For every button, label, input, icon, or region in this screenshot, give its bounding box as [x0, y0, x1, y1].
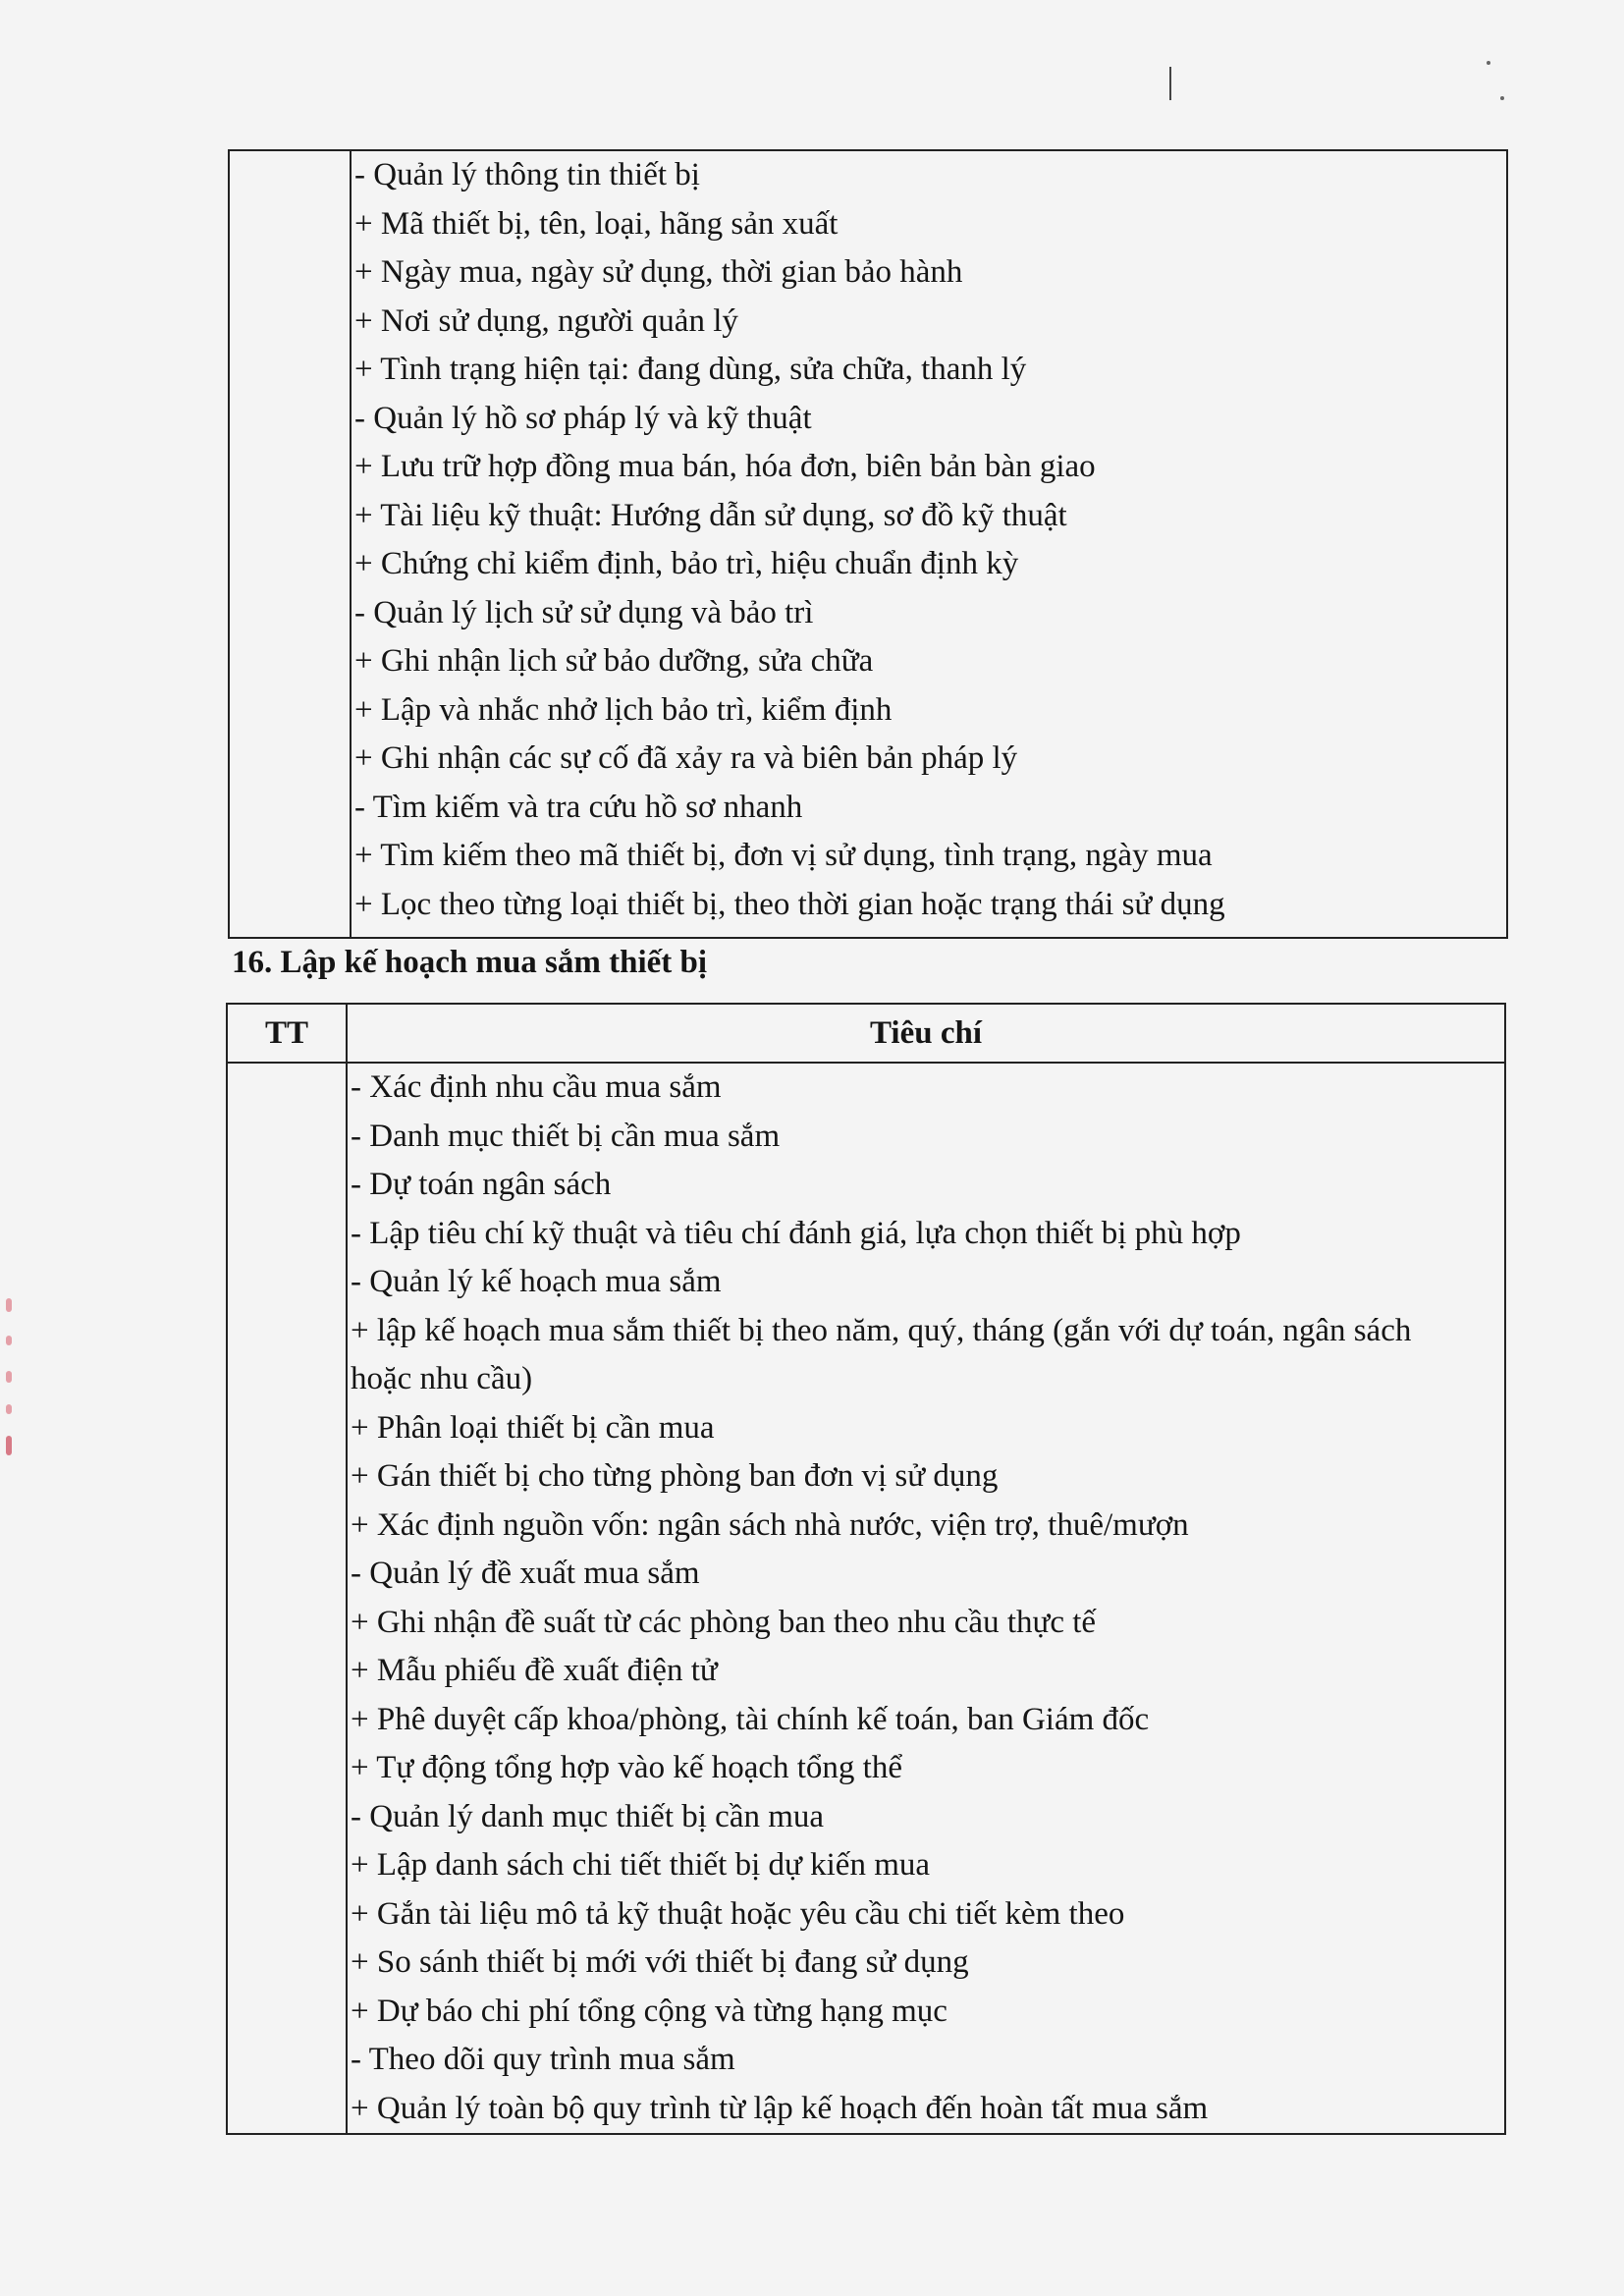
- device-records-table: [228, 149, 1508, 939]
- scan-edge-mark: [6, 1436, 12, 1455]
- section-title: 16. Lập kế hoạch mua sắm thiết bị: [232, 945, 708, 980]
- criteria-line: + Ghi nhận các sự cố đã xảy ra và biên bản pháp lý: [354, 740, 1018, 776]
- scan-speck: [1487, 61, 1490, 65]
- criteria-line: - Dự toán ngân sách: [351, 1167, 612, 1202]
- table-row: [229, 150, 1507, 938]
- criteria-line: + lập kế hoạch mua sắm thiết bị theo năm, quý, tháng (gắn với dự toán, ngân sách hoặc nhu cầu): [351, 1312, 1412, 1396]
- tt-cell: [229, 150, 351, 938]
- scan-edge-mark: [6, 1336, 12, 1345]
- criteria-line: - Quản lý thông tin thiết bị: [354, 157, 700, 192]
- criteria-line: - Xác định nhu cầu mua sắm: [351, 1069, 722, 1105]
- tt-cell: [227, 1063, 347, 2134]
- criteria-line: + Tự động tổng hợp vào kế hoạch tổng thể: [351, 1750, 902, 1785]
- criteria-line: - Tìm kiếm và tra cứu hồ sơ nhanh: [354, 789, 803, 825]
- criteria-line: - Quản lý hồ sơ pháp lý và kỹ thuật: [354, 400, 812, 436]
- criteria-line: - Danh mục thiết bị cần mua sắm: [351, 1118, 781, 1154]
- criteria-line: + Ghi nhận đề suất từ các phòng ban theo nhu cầu thực tế: [351, 1604, 1097, 1640]
- scan-edge-mark: [6, 1298, 12, 1312]
- scan-edge-mark: [6, 1404, 12, 1414]
- criteria-line: + Chứng chỉ kiểm định, bảo trì, hiệu chuẩn định kỳ: [354, 546, 1019, 581]
- criteria-line: - Quản lý danh mục thiết bị cần mua: [351, 1798, 825, 1834]
- criteria-line: + Phê duyệt cấp khoa/phòng, tài chính kế toán, ban Giám đốc: [351, 1701, 1150, 1737]
- criteria-line: + Tình trạng hiện tại: đang dùng, sửa chữa, thanh lý: [354, 352, 1027, 387]
- criteria-line: + Mã thiết bị, tên, loại, hãng sản xuất: [354, 205, 839, 242]
- criteria-line: + Dự báo chi phí tổng cộng và từng hạng mục: [351, 1993, 947, 2029]
- criteria-line: - Quản lý kế hoạch mua sắm: [351, 1264, 722, 1299]
- criteria-line: + Phân loại thiết bị cần mua: [351, 1409, 715, 1446]
- column-header-criteria: Tiêu chí: [347, 1004, 1505, 1063]
- criteria-line: + Gắn tài liệu mô tả kỹ thuật hoặc yêu cầu chi tiết kèm theo: [351, 1895, 1125, 1932]
- criteria-line: + Lập danh sách chi tiết thiết bị dự kiến mua: [351, 1847, 931, 1883]
- table-row: [227, 1063, 1505, 2134]
- criteria-list: [352, 151, 1506, 929]
- criteria-line: + Tìm kiếm theo mã thiết bị, đơn vị sử dụng, tình trạng, ngày mua: [354, 838, 1213, 873]
- criteria-line: - Theo dõi quy trình mua sắm: [351, 2042, 735, 2077]
- table-header-row: [227, 1004, 1505, 1063]
- criteria-line: - Lập tiêu chí kỹ thuật và tiêu chí đánh giá, lựa chọn thiết bị phù hợp: [351, 1215, 1241, 1251]
- scan-edge-mark: [6, 1371, 12, 1383]
- criteria-line: + Ngày mua, ngày sử dụng, thời gian bảo hành: [354, 254, 963, 290]
- criteria-line: - Quản lý đề xuất mua sắm: [351, 1556, 700, 1591]
- criteria-line: + Lập và nhắc nhở lịch bảo trì, kiểm định: [354, 691, 893, 728]
- criteria-line: + Lọc theo từng loại thiết bị, theo thời gian hoặc trạng thái sử dụng: [354, 886, 1225, 922]
- criteria-line: - Quản lý lịch sử sử dụng và bảo trì: [354, 594, 814, 630]
- scan-speck: [1500, 96, 1504, 100]
- criteria-line: + Xác định nguồn vốn: ngân sách nhà nước, viện trợ, thuê/mượn: [351, 1506, 1189, 1543]
- procurement-plan-table: [226, 1003, 1506, 2135]
- criteria-cell: [347, 1063, 1505, 2134]
- criteria-line: + Quản lý toàn bộ quy trình từ lập kế hoạch đến hoàn tất mua sắm: [351, 2090, 1209, 2126]
- criteria-line: + So sánh thiết bị mới với thiết bị đang sử dụng: [351, 1944, 969, 1980]
- criteria-line: + Ghi nhận lịch sử bảo dưỡng, sửa chữa: [354, 643, 874, 679]
- criteria-line: + Mẫu phiếu đề xuất điện tử: [351, 1653, 718, 1688]
- scan-mark: [1169, 67, 1171, 100]
- criteria-cell: [351, 150, 1507, 938]
- criteria-list: [348, 1064, 1504, 2133]
- criteria-line: + Nơi sử dụng, người quản lý: [354, 302, 738, 339]
- criteria-line: + Lưu trữ hợp đồng mua bán, hóa đơn, biên bản bàn giao: [354, 449, 1096, 484]
- column-header-tt: TT: [227, 1004, 347, 1063]
- criteria-line: + Gán thiết bị cho từng phòng ban đơn vị sử dụng: [351, 1458, 999, 1494]
- criteria-line: + Tài liệu kỹ thuật: Hướng dẫn sử dụng, sơ đồ kỹ thuật: [354, 497, 1067, 533]
